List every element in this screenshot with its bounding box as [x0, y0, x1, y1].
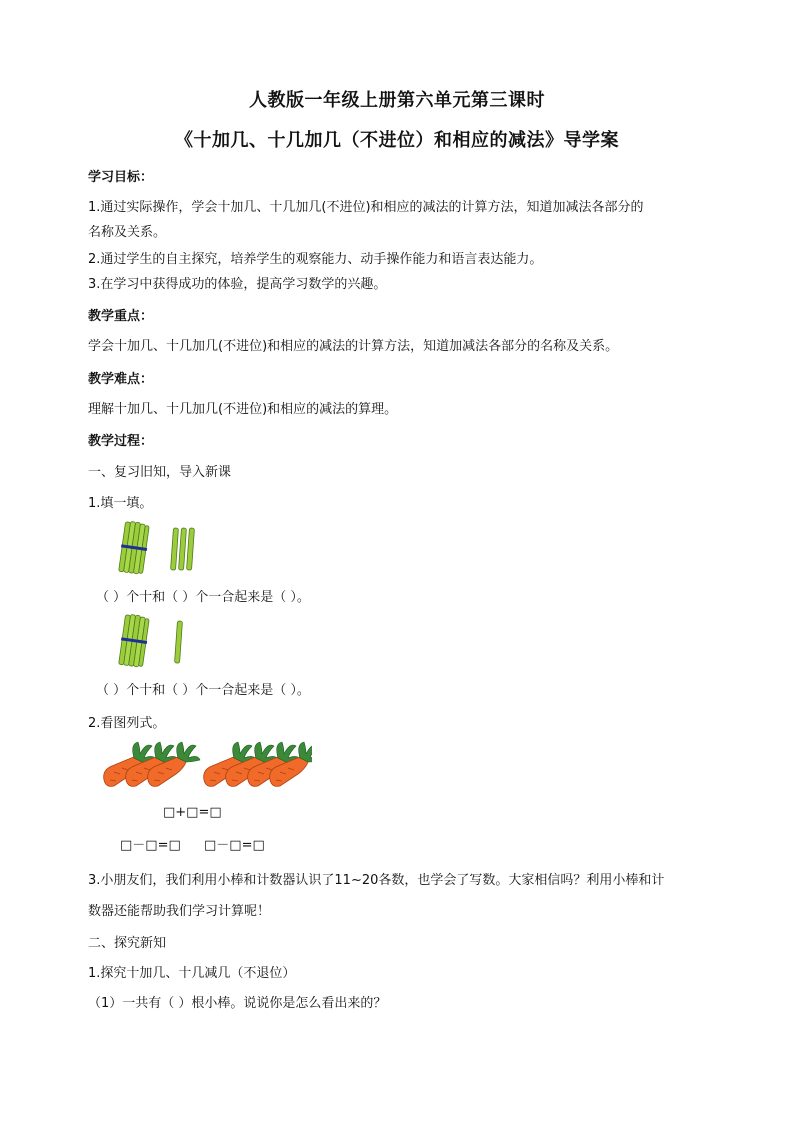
question-1-title: 1.填一填。 — [88, 496, 153, 511]
key-points-text: 学会十加几、十几加几(不进位)和相应的减法的计算方法，知道加减法各部分的名称及关系。 — [88, 339, 619, 354]
objective-3: 3.在学习中获得成功的体验，提高学习数学的兴趣。 — [88, 277, 387, 292]
question-3-line1: 3.小朋友们，我们利用小棒和计数器认识了11~20各数，也学会了写数。大家相信吗？利用小棒和计 — [88, 873, 665, 888]
formula-subtraction-2: □－□=□ — [204, 838, 265, 853]
carrot-group-2-icon — [204, 742, 312, 786]
objective-1-line1: 1.通过实际操作，学会十加几、十几加几(不进位)和相应的减法的计算方法，知道加减法各部分的 — [88, 200, 644, 215]
sticks-figure-2 — [118, 613, 208, 669]
question-1-blank-1: （ ）个十和（ ）个一合起来是（ ）。 — [96, 590, 310, 605]
carrots-figure — [102, 738, 312, 790]
objective-2: 2.通过学生的自主探究，培养学生的观察能力、动手操作能力和语言表达能力。 — [88, 252, 543, 267]
process-heading: 教学过程： — [88, 434, 154, 449]
question-2-title: 2.看图列式。 — [88, 716, 166, 731]
formula-subtraction-1: □－□=□ — [120, 838, 181, 853]
section-1-heading: 一、复习旧知，导入新课 — [88, 465, 232, 480]
doc-title-line1: 人教版一年级上册第六单元第三课时 — [249, 90, 545, 111]
doc-title-line2: 《十加几、十几加几（不进位）和相应的减法》导学案 — [175, 130, 619, 151]
difficulties-text: 理解十加几、十几加几(不进位)和相应的减法的算理。 — [88, 402, 398, 417]
section-2-heading: 二、探究新知 — [88, 936, 167, 951]
question-1-blank-2: （ ）个十和（ ）个一合起来是（ ）。 — [96, 683, 310, 698]
sticks-figure-1 — [118, 520, 208, 576]
objectives-heading: 学习目标： — [88, 170, 154, 185]
difficulties-heading: 教学难点： — [88, 372, 154, 387]
key-points-heading: 教学重点： — [88, 309, 154, 324]
single-sticks-icon — [171, 528, 195, 570]
carrot-group-1-icon — [104, 742, 200, 786]
question-3-line2: 数器还能帮助我们学习计算呢！ — [88, 904, 271, 919]
formula-addition: □+□=□ — [163, 805, 222, 820]
objective-1-line2: 名称及关系。 — [88, 225, 167, 240]
section-2-item-1-question: （1）一共有（ ）根小棒。说说你是怎么看出来的？ — [88, 996, 387, 1011]
stick-bundle-icon — [118, 521, 150, 575]
single-stick-icon — [175, 621, 183, 663]
stick-bundle-icon — [118, 614, 150, 668]
section-2-item-1: 1.探究十加几、十几减几（不退位） — [88, 966, 296, 981]
